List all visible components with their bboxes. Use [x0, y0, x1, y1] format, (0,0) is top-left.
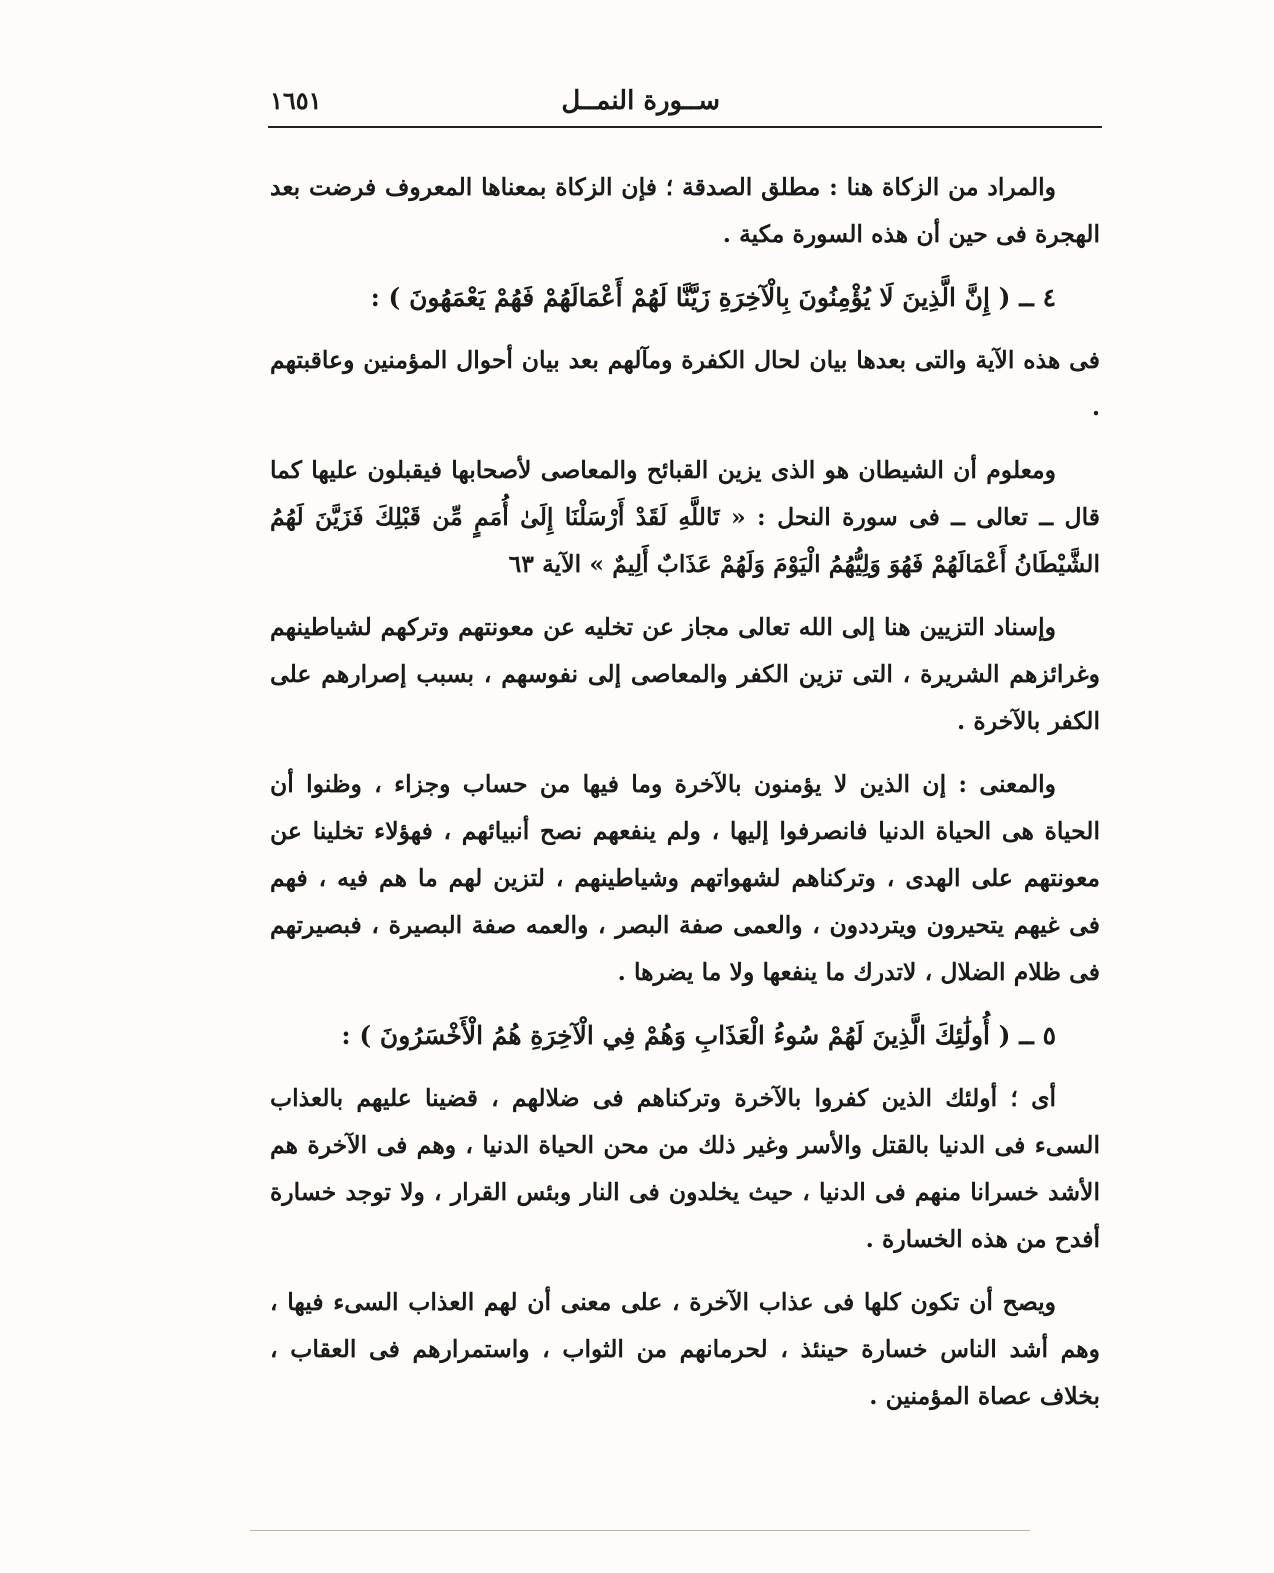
spacer — [270, 258, 1100, 274]
spacer — [270, 1263, 1100, 1279]
footer-divider — [250, 1530, 1030, 1531]
spacer — [270, 321, 1100, 337]
page-number: ١٦٥١ — [270, 86, 322, 115]
spacer — [270, 745, 1100, 761]
paragraph-tazyeen: وإسناد التزيين هنا إلى الله تعالى مجاز عن تخليه عن معونتهم وتركهم لشياطينهم وغرائزهم الشريرة ، التى تزين الكفر والمعاصى إلى نفوسهم ، بسبب إصرارهم على الكفر بالآخرة . — [270, 613, 1100, 735]
page-header — [270, 80, 1100, 126]
spacer — [270, 588, 1100, 604]
verse-5: ٥ ــ ( أُولَٰئِكَ الَّذِينَ لَهُمْ سُوءُ الْعَذَابِ وَهُمْ فِي الْآخِرَةِ هُمُ الْأَخْسَرُونَ ) : — [341, 1021, 1056, 1050]
verse-4: ٤ ــ ( إِنَّ الَّذِينَ لَا يُؤْمِنُونَ بِالْآخِرَةِ زَيَّنَّا لَهُمْ أَعْمَالَهُمْ فَهُمْ يَعْمَهُونَ ) : — [370, 283, 1056, 312]
paragraph-zakat: والمراد من الزكاة هنا : مطلق الصدقة ؛ فإن الزكاة بمعناها المعروف فرضت بعد الهجرة فى حين أن هذه السورة مكية . — [270, 173, 1100, 248]
spacer — [270, 431, 1100, 447]
spacer — [270, 996, 1100, 1012]
paragraph-alternative: ويصح أن تكون كلها فى عذاب الآخرة ، على معنى أن لهم العذاب السىء فيها ، وهم أشد الناس خسارة حينئذ ، لحرمانهم من الثواب ، واستمرارهم فى العقاب ، بخلاف عصاة المؤمنين . — [270, 1288, 1100, 1410]
page-title: ســورة النمــل — [561, 86, 720, 116]
spacer — [270, 1059, 1100, 1075]
paragraph-meaning: والمعنى : إن الذين لا يؤمنون بالآخرة وما فيها من حساب وجزاء ، وظنوا أن الحياة هى الحياة الدنيا فانصرفوا إليها ، ولم ينفعهم نصح أنبيائهم ، فهؤلاء تخلينا عن معونتهم على الهدى ، وتركناهم لشهواتهم وشياطينهم ، لتزين لهم ما هم فيه ، فهم فى غيهم يتحيرون ويترددون ، والعمى صفة البصر ، والعمه صفة البصيرة ، فبصيرتهم فى ظلام الضلال ، لاتدرك ما ينفعها ولا ما يضرها . — [270, 770, 1100, 986]
page-body — [270, 164, 1100, 1420]
document-page — [270, 80, 1100, 1410]
header-divider — [268, 126, 1102, 128]
paragraph-intro: فى هذه الآية والتى بعدها بيان لحال الكفرة ومآلهم بعد بيان أحوال المؤمنين وعاقبتهم . — [270, 346, 1100, 421]
paragraph-explanation: أى ؛ أولئك الذين كفروا بالآخرة وتركناهم فى ضلالهم ، قضينا عليهم بالعذاب السىء فى الدنيا بالقتل والأسر وغير ذلك من محن الحياة الدنيا ، وهم فى الآخرة هم الأشد خسرانا منهم فى الدنيا ، حيث يخلدون فى النار وبئس القرار ، ولا توجد خسارة أفدح من هذه الخسارة . — [270, 1084, 1100, 1253]
paragraph-shaitan: ومعلوم أن الشيطان هو الذى يزين القبائح والمعاصى لأصحابها فيقبلون عليها كما قال ــ تعالى ــ فى سورة النحل : « تَاللَّهِ لَقَدْ أَرْسَلْنَا إِلَىٰ أُمَمٍ مِّن قَبْلِكَ فَزَيَّنَ لَهُمُ الشَّيْطَانُ أَعْمَالَهُمْ فَهُوَ وَلِيُّهُمُ الْيَوْمَ وَلَهُمْ عَذَابٌ أَلِيمٌ » الآية ٦٣ — [270, 456, 1100, 578]
